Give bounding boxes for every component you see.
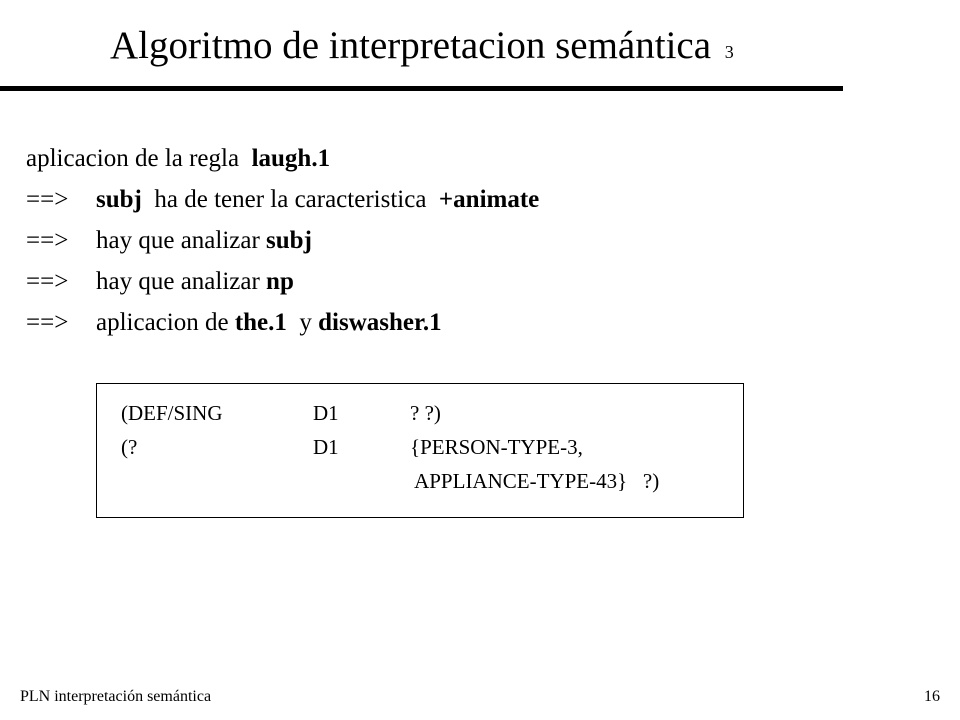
body-line-3-text: hay que analizar [96, 227, 267, 254]
semantic-representation-box [96, 383, 744, 518]
code-row-3-col-3: APPLIANCE-TYPE-43} ?) [410, 469, 660, 493]
code-row-1-col-1: (DEF/SING [121, 401, 223, 425]
body-line-5-text-1: aplicacion de [96, 309, 235, 336]
body-line-5 [26, 302, 539, 343]
body-line-2-bold-1: subj [96, 186, 142, 213]
body-line-2 [26, 179, 539, 220]
arrow-marker: ==> [26, 227, 69, 254]
title-underline [0, 86, 843, 91]
slide-title-suffix: 3 [724, 42, 734, 62]
slide-title-text: Algoritmo de interpretacion semántica [110, 24, 712, 67]
slide-title [110, 20, 734, 78]
arrow-marker: ==> [26, 268, 69, 295]
code-row-1-col-2: D1 [313, 401, 339, 425]
arrow-marker: ==> [26, 309, 69, 336]
body-line-2-bold-2: +animate [438, 186, 540, 213]
code-row-1-col-3: ? ?) [410, 401, 441, 425]
code-row-2-col-3: {PERSON-TYPE-3, [410, 435, 583, 459]
body-line-1-bold: laugh.1 [251, 145, 331, 172]
body-line-4 [26, 261, 539, 302]
body-line-1 [26, 138, 539, 179]
body-line-2-text: ha de tener la caracteristica [141, 186, 439, 213]
body-line-3 [26, 220, 539, 261]
body-line-1-text: aplicacion de la regla [26, 145, 252, 172]
slide-body [26, 138, 539, 343]
code-row-2-col-1: (? [121, 435, 138, 459]
body-line-5-bold-2: diswasher.1 [318, 309, 442, 336]
footer-page-number: 16 [924, 688, 940, 705]
body-line-5-bold-1: the.1 [234, 309, 287, 336]
body-line-3-bold: subj [266, 227, 312, 254]
body-line-4-bold: np [266, 268, 294, 295]
code-row-2-col-2: D1 [313, 435, 339, 459]
body-line-5-text-2: y [286, 309, 319, 336]
body-line-4-text: hay que analizar [96, 268, 267, 295]
arrow-marker: ==> [26, 186, 69, 213]
footer-course-label: PLN interpretación semántica [20, 688, 212, 705]
